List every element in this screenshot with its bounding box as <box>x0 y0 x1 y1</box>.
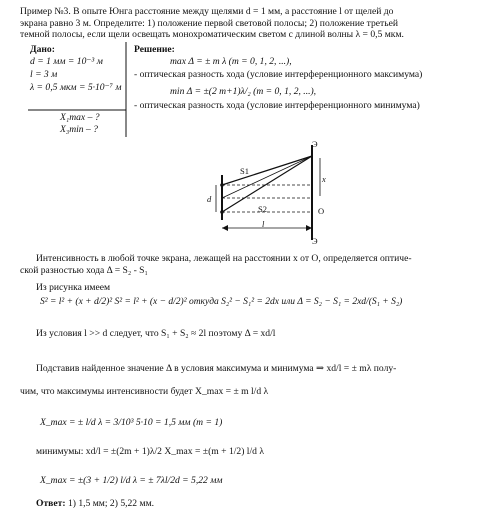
given-lambda: λ = 0,5 мкм = 5·10⁻⁷ м <box>30 82 122 93</box>
young-experiment-diagram <box>200 140 340 245</box>
from-figure: Из рисунка имеем <box>36 282 111 293</box>
min-formula: min Δ = ±(2 m+1)λ/₂ (m = 0, 1, 2, ...), <box>170 86 317 97</box>
max-description: - оптическая разность хода (условие интерференционного максимума) <box>134 69 423 80</box>
unknown-x3min: X₃min – ? <box>60 124 98 135</box>
problem-statement <box>20 6 490 41</box>
xmin-result: X_max = ±(3 + 1/2) l/d λ = ± 7λl/2d = 5,22 мм <box>40 475 223 486</box>
diagram-label-x: x <box>322 174 326 184</box>
intensity-line-2: ской разностью хода Δ = S₂ - S₁ <box>20 265 148 276</box>
substitution-line-2: чим, что максимумы интенсивности будет X_max = ± m l/d λ <box>20 386 269 397</box>
diagram-label-d: d <box>207 194 212 204</box>
condition-equation: Из условия l >> d следует, что S₁ + S₂ ≈ 2l поэтому Δ = xd/l <box>36 328 276 339</box>
substitution-line-1: Подставив найденное значение Δ в условия максимума и минимума ⇒ xd/l = ± mλ полу- <box>36 363 397 374</box>
given-l: l = 3 м <box>30 69 58 80</box>
diagram-label-l: l <box>262 219 265 229</box>
problem-line-2: экрана равно 3 м. Определите: 1) положение первой световой полосы; 2) положение третьей <box>20 17 398 29</box>
max-formula: max Δ = ± m λ (m = 0, 1, 2, ...), <box>170 56 292 67</box>
solution-title: Решение: <box>134 44 175 55</box>
xmax-result: X_max = ± l/d λ = 3/10³ 5·10 = 1,5 мм (m = 1) <box>40 417 223 428</box>
answer-label: Ответ: <box>36 498 66 509</box>
minima-equation: минимумы: xd/l = ±(2m + 1)λ/2 X_max = ±(m + 1/2) l/d λ <box>36 446 264 457</box>
equation-squares: S² = l² + (x + d/2)² S² = l² + (x − d/2)² откуда S₂² − S₁² = 2dx или Δ = S₂ − S₁ = 2xd/(S₁ + S₂) <box>40 297 403 307</box>
given-title: Дано: <box>30 44 55 55</box>
min-description: - оптическая разность хода (условие интерференционного минимума) <box>134 100 420 111</box>
unknown-x1max: X₁max – ? <box>60 112 100 123</box>
intensity-line-1: Интенсивность в любой точке экрана, лежащей на расстоянии x от O, определяется оптиче- <box>36 253 412 264</box>
diagram-label-s1: S1 <box>240 166 249 176</box>
diagram-label-s2: S2 <box>258 204 267 214</box>
problem-line-1: Пример №3. В опыте Юнга расстояние между щелями d = 1 мм, а расстояние l от щелей до <box>20 6 394 17</box>
diagram-label-screen-bottom: Э <box>312 236 318 246</box>
diagram-label-o: O <box>318 206 325 216</box>
answer-line <box>36 498 154 510</box>
answer-value: 1) 1,5 мм; 2) 5,22 мм. <box>67 498 155 509</box>
given-d: d = 1 мм = 10⁻³ м <box>30 56 103 67</box>
problem-line-3: темной полосы, если щели освещать монохроматическим светом с длиной волны λ = 0,5 мкм. <box>20 29 404 40</box>
diagram-label-screen-top: Э <box>312 139 318 149</box>
